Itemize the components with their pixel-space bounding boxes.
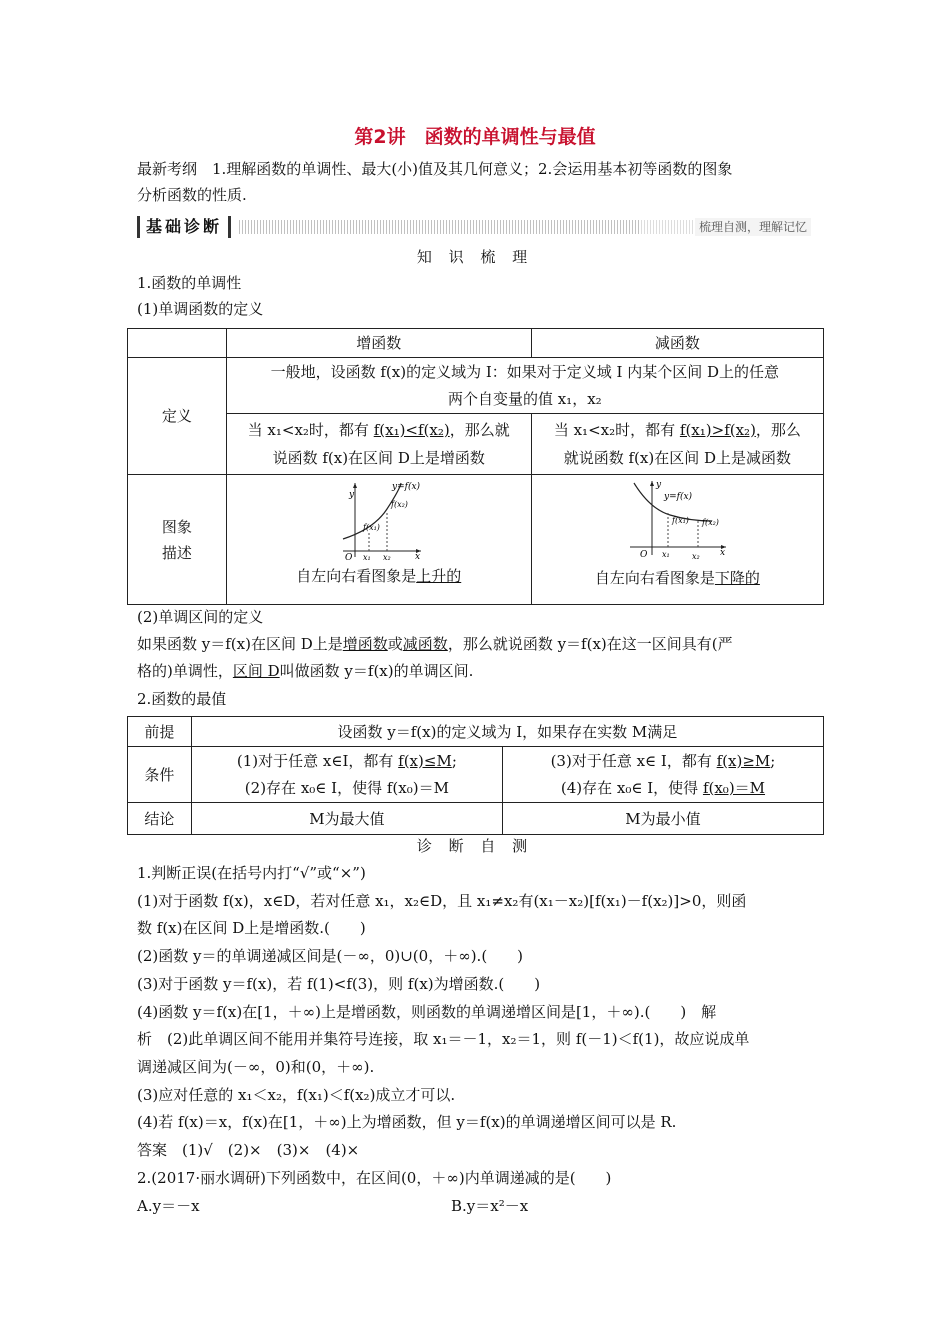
section-1-2: (2)单调区间的定义 (137, 608, 264, 626)
banner-label: 基础诊断 (137, 216, 231, 238)
dec-def-line-1 (532, 416, 823, 444)
q1-2: (2)函数 y＝的单调递减区间是(－∞，0)∪(0，＋∞).( ) (137, 947, 524, 965)
interval-1b: 或 (387, 635, 403, 653)
inc-y-label: y (348, 490, 354, 500)
inc-caption (227, 565, 531, 587)
banner-right-text: 梳理自测，理解记忆 (695, 218, 811, 236)
dec-def-1a: 当 x₁<x₂时，都有 (553, 421, 680, 439)
interval-2u: 区间 D (232, 662, 280, 680)
row-label-graph (128, 475, 227, 605)
q1-title: 1.判断正误(在括号内打“√”或“×”) (137, 864, 366, 882)
dec-def-line-2: 就说函数 f(x)在区间 D上是减函数 (563, 449, 792, 467)
q1-5: 析 (2)此单调区间不能用并集符号连接，取 x₁＝－1，x₂＝1，则 f(－1)＜f(1)，故应说成单 (137, 1030, 750, 1048)
inc-def-line-2: 说函数 f(x)在区间 D上是增函数 (272, 449, 485, 467)
section-2: 2.函数的最值 (137, 690, 227, 708)
dec-x1-label: x₁ (662, 550, 671, 559)
cond-4 (503, 775, 823, 802)
graph-increasing-cell (226, 475, 531, 605)
interval-1c: ，那么就说函数 y＝f(x)在这一区间具有(严 (447, 635, 733, 653)
definition-increasing (226, 414, 531, 475)
diagnosis-heading: 诊 断 自 测 (416, 837, 534, 855)
condition-label: 条件 (128, 747, 192, 803)
outline-line-2: 分析函数的性质. (137, 186, 247, 204)
dec-caption (532, 567, 823, 589)
inc-x-label: x (414, 552, 420, 561)
banner-pattern (239, 220, 641, 234)
cond-1a: (1)对于任意 x∈I，都有 (236, 751, 399, 770)
premise-text: 设函数 y＝f(x)的定义域为 I，如果存在实数 M满足 (191, 717, 823, 747)
header-decreasing: 减函数 (531, 329, 823, 358)
inc-caption-u: 上升的 (416, 567, 462, 585)
cond-3u: f(x)≥M (716, 751, 771, 770)
conclusion-max: M为最大值 (191, 803, 502, 835)
graph-label-1: 图象 (161, 517, 192, 536)
q2-title: 2.(2017·丽水调研)下列函数中，在区间(0，＋∞)内单调递减的是( ) (137, 1169, 612, 1187)
interval-1u1: 增函数 (342, 635, 388, 653)
cond-1b: ; (451, 751, 457, 770)
q1-7: (3)应对任意的 x₁＜x₂，f(x₁)＜f(x₂)成立才可以. (137, 1086, 456, 1104)
row-label-definition: 定义 (128, 358, 227, 475)
cond-3a: (3)对于任意 x∈ I，都有 (550, 751, 717, 770)
inc-def-1u: f(x₁)<f(x₂) (373, 421, 450, 439)
dec-y-label: y (656, 480, 662, 490)
inc-def-line-1 (227, 416, 531, 444)
definition-common (226, 358, 823, 414)
knowledge-heading: 知 识 梳 理 (416, 248, 534, 266)
q1-4: (4)函数 y＝f(x)在[1，＋∞)上是增函数，则函数的单调递增区间是[1，＋∞).( ) 解 (137, 1003, 717, 1021)
interval-line-2 (137, 660, 473, 682)
cond-2: (2)存在 x₀∈ I，使得 f(x₀)＝M (244, 778, 449, 797)
q1-8: (4)若 f(x)＝x，f(x)在[1，＋∞)上为增函数，但 y＝f(x)的单调递增区间可以是 R. (137, 1113, 677, 1131)
dec-def-1b: ，那么 (755, 421, 801, 439)
graph-decreasing-cell (531, 475, 823, 605)
header-increasing: 增函数 (226, 329, 531, 358)
definition-decreasing (531, 414, 823, 475)
interval-1a: 如果函数 y＝f(x)在区间 D上是 (137, 635, 343, 653)
table1-corner (128, 329, 227, 358)
monotonic-table (127, 328, 824, 605)
cond-3b: ; (770, 751, 776, 770)
inc-origin: O (344, 553, 353, 561)
premise-label: 前提 (128, 717, 192, 747)
increasing-graph (329, 479, 429, 561)
condition-min (502, 747, 823, 803)
inc-y-arrow (353, 483, 357, 488)
q2-option-b: B.y＝x²－x (451, 1197, 529, 1215)
inc-fx-label: y=f(x) (391, 482, 420, 492)
cond-4a: (4)存在 x₀∈ I，使得 (560, 778, 703, 797)
q1-6: 调递减区间为(－∞，0)和(0，＋∞). (137, 1058, 375, 1076)
conclusion-min: M为最小值 (502, 803, 823, 835)
definition-common-2: 两个自变量的值 x₁，x₂ (447, 389, 602, 408)
conclusion-label: 结论 (128, 803, 192, 835)
inc-x2-label: x₂ (382, 553, 391, 561)
inc-caption-a: 自左向右看图象是 (296, 567, 417, 585)
cond-4u: f(x₀)＝M (702, 778, 766, 797)
dec-x2-label: x₂ (692, 552, 701, 561)
interval-line-1 (137, 633, 733, 655)
condition-max (191, 747, 502, 803)
inc-fx2-label: f(x₂) (390, 500, 408, 509)
section-banner (137, 216, 811, 238)
dec-y-arrow (650, 481, 654, 486)
cond-1 (192, 748, 502, 775)
section-1-1: (1)单调函数的定义 (137, 300, 264, 318)
interval-1u2: 减函数 (402, 635, 448, 653)
dec-caption-u: 下降的 (714, 569, 760, 587)
section-1: 1.函数的单调性 (137, 274, 242, 292)
outline-line-1: 最新考纲 1.理解函数的单调性、最大(小)值及其几何意义；2.会运用基本初等函数的图象 (137, 160, 733, 178)
cond-1u: f(x)≤M (398, 751, 452, 770)
cond-3 (503, 748, 823, 775)
inc-x1-label: x₁ (362, 553, 371, 561)
dec-fx-label: y=f(x) (664, 492, 693, 502)
q2-option-a: A.y＝－x (137, 1197, 200, 1215)
q1-3: (3)对于函数 y＝f(x)，若 f(1)<f(3)，则 f(x)为增函数.( ) (137, 975, 541, 993)
dec-def-1u: f(x₁)>f(x₂) (679, 421, 756, 439)
dec-x-label: x (720, 548, 726, 558)
extremum-table (127, 716, 824, 835)
interval-2b: 叫做函数 y＝f(x)的单调区间. (279, 662, 474, 680)
dec-fx2-label: f(x₂) (702, 518, 720, 527)
q1-1a: (1)对于函数 f(x)，x∈D，若对任意 x₁，x₂∈D，且 x₁≠x₂有(x₁－x₂)[f(x₁)－f(x₂)]>0，则函 (137, 892, 747, 910)
dec-fx1-label: f(x₁) (672, 516, 690, 525)
inc-def-1a: 当 x₁<x₂时，都有 (247, 421, 374, 439)
decreasing-graph (622, 479, 732, 561)
dec-caption-a: 自左向右看图象是 (594, 569, 715, 587)
graph-label-2: 描述 (161, 543, 192, 562)
interval-2a: 格的)单调性， (137, 662, 233, 680)
q1-1b: 数 f(x)在区间 D上是增函数.( ) (137, 919, 366, 937)
inc-def-1b: ，那么就 (449, 421, 510, 439)
q1-answer: 答案 (1)√ (2)× (3)× (4)× (137, 1141, 360, 1159)
definition-common-1: 一般地，设函数 f(x)的定义域为 I：如果对于定义域 I 内某个区间 D上的任意 (270, 362, 780, 381)
page-title: 第2讲 函数的单调性与最值 (354, 126, 596, 148)
dec-origin: O (640, 550, 648, 560)
inc-fx1-label: f(x₁) (362, 523, 380, 532)
